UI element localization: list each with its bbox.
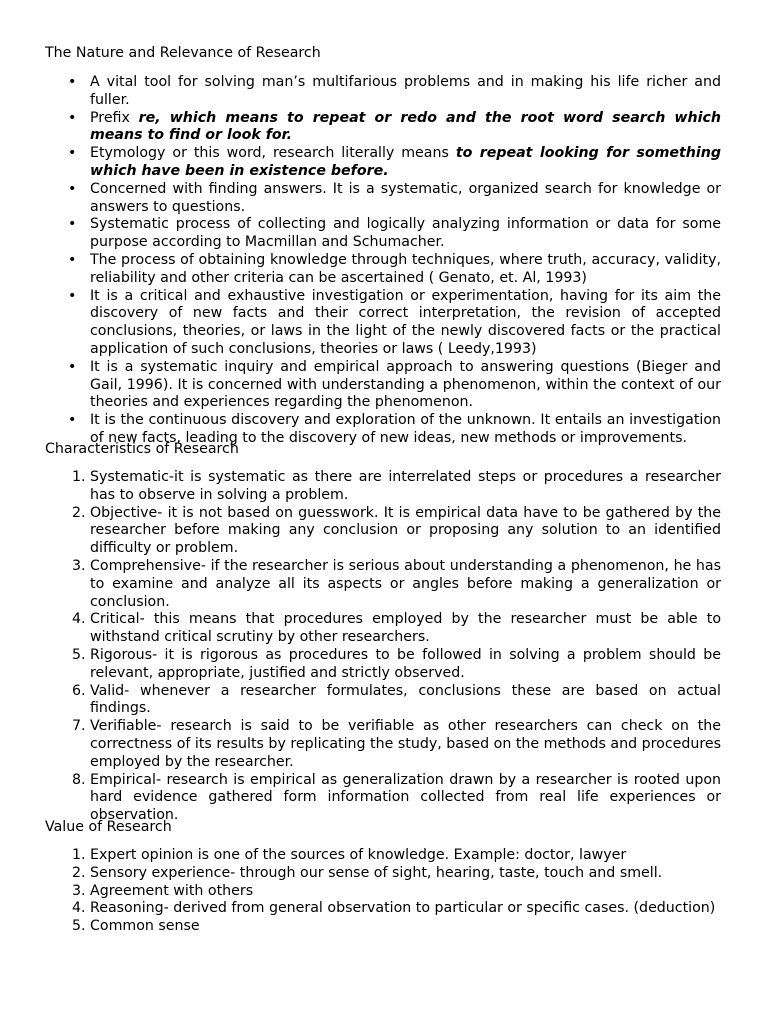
list-item: 6. Valid- whenever a researcher formulates, conclusions these are based on actual findings. — [90, 683, 721, 719]
list-item: 5. Rigorous- it is rigorous as procedures to be followed in solving a problem should be relevant, appropriate, justified and strictly observed. — [90, 647, 721, 683]
bullet-item: • Concerned with finding answers. It is a systematic, organized search for knowledge or answers to questions. — [90, 181, 721, 217]
list-item: 8. Empirical- research is empirical as generalization drawn by a researcher is rooted upon hard evidence gathered form information collected from real life experiences or observation. — [90, 772, 721, 825]
heading-value: Value of Research — [45, 819, 172, 835]
list-item: 1. Systematic-it is systematic as there are interrelated steps or procedures a researcher has to observe in solving a problem. — [90, 469, 721, 505]
list-item: 4. Reasoning- derived from general observation to particular or specific cases. (deduction) — [90, 900, 721, 918]
list-item: 3. Comprehensive- if the researcher is serious about understanding a phenomenon, he has to examine and analyze all its aspects or angles before making a generalization or conclusion. — [90, 558, 721, 611]
list-item: 3. Agreement with others — [90, 883, 721, 901]
bullet-item: • It is the continuous discovery and exploration of the unknown. It entails an investigation of new facts, leading to the discovery of new ideas, new methods or improvements. — [90, 412, 721, 448]
bullet-item: • The process of obtaining knowledge through techniques, where truth, accuracy, validity, reliability and other criteria can be ascertained ( Genato, et. Al, 1993) — [90, 252, 721, 288]
list-item: 4. Critical- this means that procedures employed by the researcher must be able to withstand critical scrutiny by other researchers. — [90, 611, 721, 647]
characteristics-list — [45, 469, 721, 825]
bullet-item: • It is a systematic inquiry and empirical approach to answering questions (Bieger and Gail, 1996). It is concerned with understanding a phenomenon, within the context of our theories and experiences regarding the phenomenon. — [90, 359, 721, 412]
bullet-item: • Systematic process of collecting and logically analyzing information or data for some purpose according to Macmillan and Schumacher. — [90, 216, 721, 252]
bullet-item: • A vital tool for solving man’s multifarious problems and in making his life richer and fuller. — [90, 74, 721, 110]
value-list — [45, 847, 721, 936]
list-item: 2. Objective- it is not based on guesswork. It is empirical data have to be gathered by the researcher before making any conclusion or proposing any solution to an identified difficulty or problem. — [90, 505, 721, 558]
heading-characteristics: Characteristics of Research — [45, 441, 239, 457]
nature-bullet-list — [45, 74, 721, 448]
bullet-item: • Prefix re, which means to repeat or redo and the root word search which means to find or look for. — [90, 110, 721, 146]
bullet-item: • It is a critical and exhaustive investigation or experimentation, having for its aim the discovery of new facts and their correct interpretation, the revision of accepted conclusions, theories, or laws in the light of the newly discovered facts or the practical application of such conclusions, theories or laws ( Leedy,1993) — [90, 288, 721, 359]
list-item: 1. Expert opinion is one of the sources of knowledge. Example: doctor, lawyer — [90, 847, 721, 865]
list-item: 5. Common sense — [90, 918, 721, 936]
emphasis-text: to repeat looking for something which have been in existence before. — [90, 145, 721, 179]
bullet-item: • Etymology or this word, research literally means to repeat looking for something which have been in existence before. — [90, 145, 721, 181]
list-item: 7. Verifiable- research is said to be verifiable as other researchers can check on the correctness of its results by replicating the study, based on the methods and procedures employed by the researcher. — [90, 718, 721, 771]
list-item: 2. Sensory experience- through our sense of sight, hearing, taste, touch and smell. — [90, 865, 721, 883]
emphasis-text: re, which means to repeat or redo and the root word search which means to find or look for. — [90, 109, 721, 144]
heading-nature: The Nature and Relevance of Research — [45, 45, 321, 61]
